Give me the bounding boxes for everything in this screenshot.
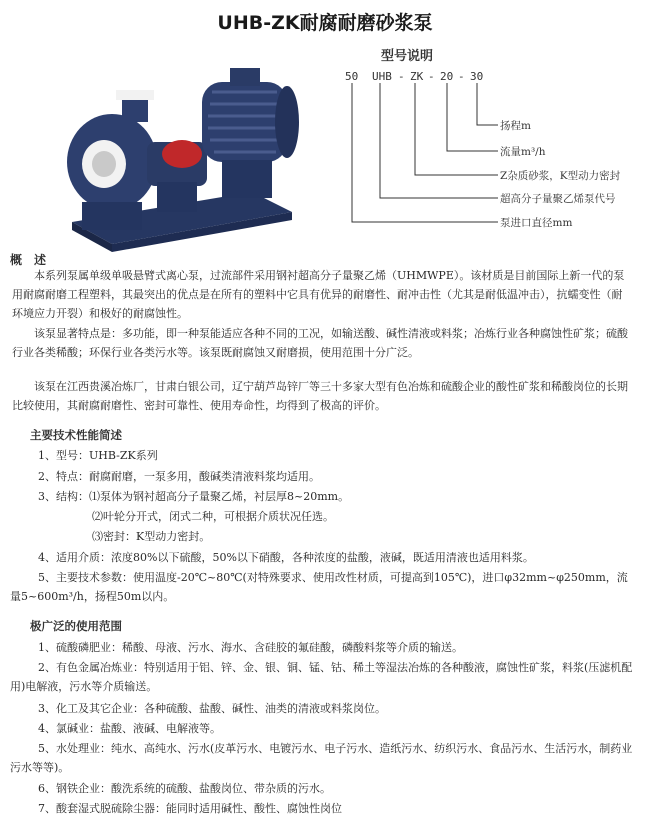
overview-paragraph-2: 该泵显著特点是：多功能，即一种泵能适应各种不同的工况，如输送酸、碱性清液或料浆；冶炼行业各种腐蚀性矿浆；硫酸行业各类稀酸；环保行业各类污水等。该泵既耐腐蚀又耐磨损，使用范围十分广泛。 — [12, 327, 628, 359]
spec-item-3c: ⑶密封：K型动力密封。 — [92, 530, 211, 543]
code-flow: 20 — [440, 70, 454, 83]
specs-heading: 主要技术性能简述 — [30, 428, 122, 442]
spec-item-3b: ⑵叶轮分开式，闭式二种，可根据介质状况任选。 — [92, 510, 334, 523]
code-inlet: 50 — [345, 70, 359, 83]
code-dash-3: - — [458, 70, 465, 83]
spec-item-4: 4、适用介质：浓度80%以下硫酸，50%以下硝酸，各种浓度的盐酸，液碱，既适用清液也适用料浆。 — [38, 551, 534, 564]
usage-item-5: 5、水处理业：纯水、高纯水、污水(皮革污水、电镀污水、电子污水、造纸污水、纺织污水、食品污水、生活污水，制药业污水等等)。 — [10, 742, 633, 774]
spec-item-5: 5、主要技术参数：使用温度-20℃~80℃(对特殊要求、使用改性材质，可提高到105℃)，进口φ32mm~φ250mm，流量5~600m³/h，扬程50m以内。 — [10, 571, 628, 603]
usage-item-6: 6、钢铁企业：酸洗系统的硫酸、盐酸岗位、带杂质的污水。 — [38, 782, 331, 795]
page-title: UHB-ZK耐腐耐磨砂浆泵 — [217, 12, 433, 34]
model-desc-title: 型号说明 — [381, 49, 434, 64]
overview-paragraph-1: 本系列泵属单级单吸悬臂式离心泵，过流部件采用钢衬超高分子量聚乙烯（UHMWPE）。该材质是目前国际上新一代的泵用耐腐耐磨工程塑料，其最突出的优点是在所有的塑料中它具有优异的耐磨性、耐冲击性（尤其是耐低温冲击），抗蠕变性（耐环境应力开裂）和极好的耐腐蚀性。 — [12, 269, 625, 320]
legend-inlet: 泵进口直径mm — [500, 217, 573, 229]
legend-series: 超高分子量聚乙烯泵代号 — [500, 193, 616, 205]
usage-item-7: 7、酸套湿式脱硫除尘器：能同时适用碱性、酸性、腐蚀性岗位 — [38, 802, 342, 815]
pump-photo — [42, 42, 310, 254]
overview-paragraph-3: 该泵在江西贵溪冶炼厂，甘肃白银公司，辽宁葫芦岛锌厂等三十多家大型有色冶炼和硫酸企业的酸性矿浆和稀酸岗位的长期比较使用，其耐腐耐磨性、密封可靠性、使用寿命性，均得到了极高的评价。 — [12, 380, 628, 412]
legend-head: 扬程m — [500, 120, 531, 132]
spec-item-1: 1、型号：UHB-ZK系列 — [38, 449, 158, 462]
usage-item-3: 3、化工及其它企业：各种硫酸、盐酸、碱性、油类的清液或料浆岗位。 — [38, 702, 386, 715]
overview-heading: 概 述 — [10, 253, 47, 267]
model-diagram-lines — [330, 80, 650, 240]
code-dash-2: - — [428, 70, 435, 83]
usage-item-1: 1、硫酸磷肥业：稀酸、母液、污水、海水、含硅胶的氟硅酸，磷酸料浆等介质的输送。 — [38, 641, 463, 654]
code-series: UHB — [372, 70, 392, 83]
usage-item-4: 4、氯碱业：盐酸、液碱、电解液等。 — [38, 722, 221, 735]
code-dash-1: - — [398, 70, 405, 83]
usage-heading: 极广泛的使用范围 — [30, 619, 122, 633]
usage-item-2: 2、有色金属冶炼业：特别适用于铝、锌、金、银、铜、锰、钴、稀土等湿法冶炼的各种酸液，腐蚀性矿浆，料浆(压滤机配用)电解液，污水等介质输送。 — [10, 661, 633, 693]
code-type: ZK — [410, 70, 424, 83]
legend-flow: 流量m³/h — [500, 146, 546, 158]
legend-type: Z杂质砂浆，K型动力密封 — [500, 170, 621, 182]
code-head: 30 — [470, 70, 484, 83]
spec-item-3: 3、结构：⑴泵体为钢衬超高分子量聚乙烯，衬层厚8~20mm。 — [38, 490, 350, 503]
spec-item-2: 2、特点：耐腐耐磨，一泵多用，酸碱类清液料浆均适用。 — [38, 470, 320, 483]
